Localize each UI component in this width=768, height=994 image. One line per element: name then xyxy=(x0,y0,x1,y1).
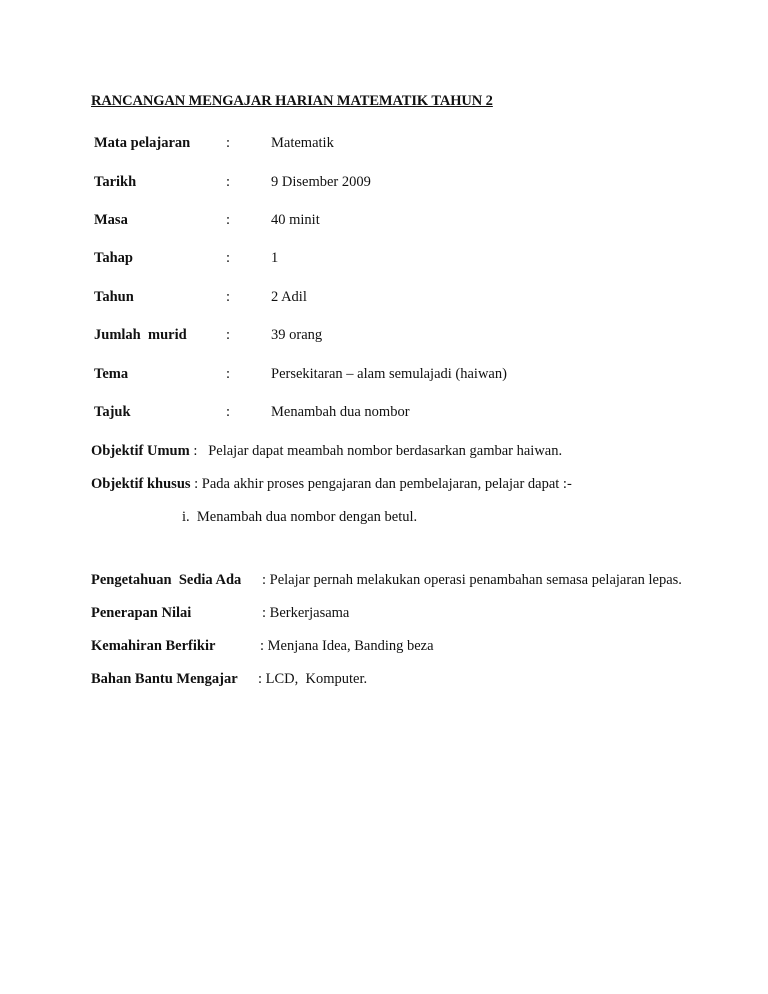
detail-label: Penerapan Nilai xyxy=(91,605,192,621)
detail-bahan-bantu-mengajar xyxy=(91,670,368,688)
objektif-umum-text: : Pelajar dapat meambah nombor berdasarkan gambar haiwan. xyxy=(189,443,563,459)
info-value: 39 orang xyxy=(271,327,323,343)
objektif-khusus-label: Objektif khusus xyxy=(91,476,191,492)
objektif-khusus-item: i. Menambah dua nombor dengan betul. xyxy=(182,509,418,525)
info-separator: : xyxy=(226,135,231,151)
info-separator: : xyxy=(226,404,231,420)
info-label: Tahap xyxy=(94,250,133,266)
objektif-khusus-text: : Pada akhir proses pengajaran dan pembelajaran, pelajar dapat :- xyxy=(190,476,572,492)
info-label: Jumlah murid xyxy=(94,327,187,343)
detail-kemahiran-berfikir xyxy=(91,637,434,655)
detail-value: : Berkerjasama xyxy=(262,605,350,621)
info-value: 9 Disember 2009 xyxy=(271,174,371,190)
info-value: Matematik xyxy=(271,135,334,151)
detail-value: : Menjana Idea, Banding beza xyxy=(260,638,434,654)
detail-label: Kemahiran Berfikir xyxy=(91,638,216,654)
info-label: Tema xyxy=(94,366,129,382)
info-separator: : xyxy=(226,327,231,343)
info-value: 2 Adil xyxy=(271,289,307,305)
info-separator: : xyxy=(226,366,231,382)
info-label: Tahun xyxy=(94,289,134,305)
info-value: 1 xyxy=(271,250,279,266)
info-value: Menambah dua nombor xyxy=(271,404,410,420)
info-separator: : xyxy=(226,250,231,266)
info-separator: : xyxy=(226,212,231,228)
info-value: Persekitaran – alam semulajadi (haiwan) xyxy=(271,366,507,382)
info-label: Mata pelajaran xyxy=(94,135,191,151)
document-title: RANCANGAN MENGAJAR HARIAN MATEMATIK TAHUN 2 xyxy=(91,93,493,109)
detail-value: : Pelajar pernah melakukan operasi penambahan semasa pelajaran lepas. xyxy=(262,572,682,588)
detail-label: Pengetahuan Sedia Ada xyxy=(91,572,242,588)
detail-penerapan-nilai xyxy=(91,604,350,622)
detail-value: : LCD, Komputer. xyxy=(258,671,368,687)
objektif-umum-label: Objektif Umum xyxy=(91,443,190,459)
info-label: Tajuk xyxy=(94,404,131,420)
info-separator: : xyxy=(226,174,231,190)
info-label: Masa xyxy=(94,212,128,228)
info-value: 40 minit xyxy=(271,212,320,228)
detail-pengetahuan-sedia-ada xyxy=(91,571,682,589)
detail-label: Bahan Bantu Mengajar xyxy=(91,671,238,687)
objektif-khusus xyxy=(91,475,572,493)
info-separator: : xyxy=(226,289,231,305)
info-label: Tarikh xyxy=(94,174,137,190)
objektif-umum xyxy=(91,442,562,460)
